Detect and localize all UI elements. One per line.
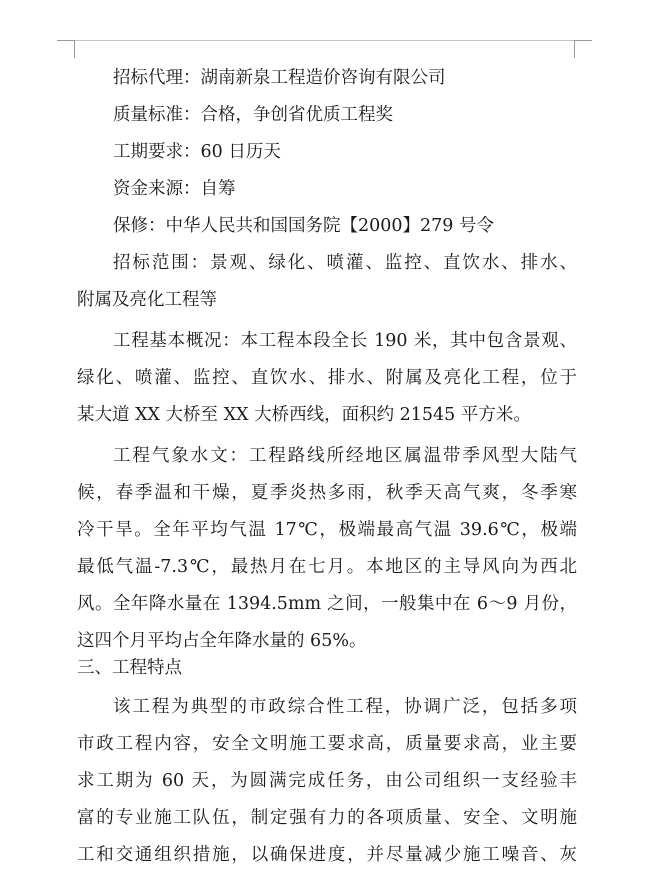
overview-line-2: 绿化、喷灌、监控、直饮水、排水、附属及亮化工程，位于 <box>77 368 577 388</box>
section-three-line-2: 市政工程内容，安全文明施工要求高，质量要求高，业主要 <box>77 734 577 754</box>
quality-standard-label: 质量标准： <box>113 105 201 125</box>
document-body <box>77 60 577 660</box>
bid-agent-value: 湖南新泉工程造价咨询有限公司 <box>200 68 446 88</box>
section-three-heading: 三、工程特点 <box>77 658 182 678</box>
overview-line-1: 工程基本概况：本工程本段全长 190 米，其中包含景观、 <box>113 331 577 351</box>
scope-text-1: 景观、绿化、喷灌、监控、直饮水、排水、 <box>210 253 578 273</box>
scope-line-1 <box>77 245 577 282</box>
overview-line-3: 某大道 XX 大桥至 XX 大桥西线，面积约 21545 平方米。 <box>77 405 531 425</box>
warranty-line <box>77 208 577 245</box>
section-three-line-4: 富的专业施工队伍，制定强有力的各项质量、安全、文明施 <box>77 808 577 828</box>
climate-line-3: 冷干旱。全年平均气温 17℃，极端最高气温 39.6℃，极端 <box>77 520 577 540</box>
climate-line-5: 风。全年降水量在 1394.5mm 之间，一般集中在 6～9 月份， <box>77 594 577 614</box>
scope-label: 招标范围： <box>113 253 211 273</box>
crop-mark-right-vertical <box>574 40 575 58</box>
section-three-line-1: 该工程为典型的市政综合性工程，协调广泛，包括多项 <box>113 697 577 717</box>
crop-mark-right <box>574 40 592 41</box>
warranty-label: 保修： <box>113 216 166 236</box>
bid-agent-line <box>77 60 577 97</box>
crop-mark-left <box>57 40 75 41</box>
climate-line-1: 工程气象水文：工程路线所经地区属温带季风型大陆气 <box>113 446 577 466</box>
page-top-rule <box>75 40 575 41</box>
schedule-label: 工期要求： <box>113 142 201 162</box>
climate-line-6: 这四个月平均占全年降水量的 65%。 <box>77 631 367 651</box>
climate-line-4: 最低气温-7.3℃，最热月在七月。本地区的主导风向为西北 <box>77 557 577 577</box>
schedule-value: 60 日历天 <box>200 142 281 162</box>
funding-value: 自筹 <box>200 179 236 199</box>
schedule-line <box>77 134 577 171</box>
section-three <box>77 650 577 874</box>
quality-standard-value: 合格，争创省优质工程奖 <box>200 105 393 125</box>
scope-line-2: 附属及亮化工程等 <box>77 290 217 310</box>
section-three-line-5: 工和交通组织措施，以确保进度，并尽量减少施工噪音、灰 <box>77 845 577 865</box>
climate-line-2: 候，春季温和干燥，夏季炎热多雨，秋季天高气爽，冬季寒 <box>77 483 577 503</box>
funding-line <box>77 171 577 208</box>
crop-mark-left-vertical <box>74 40 75 58</box>
section-three-line-3: 求工期为 60 天，为圆满完成任务，由公司组织一支经验丰 <box>77 771 577 791</box>
bid-agent-label: 招标代理： <box>113 68 201 88</box>
quality-standard-line <box>77 97 577 134</box>
funding-label: 资金来源： <box>113 179 201 199</box>
warranty-value: 中华人民共和国国务院【2000】279 号令 <box>165 216 494 236</box>
